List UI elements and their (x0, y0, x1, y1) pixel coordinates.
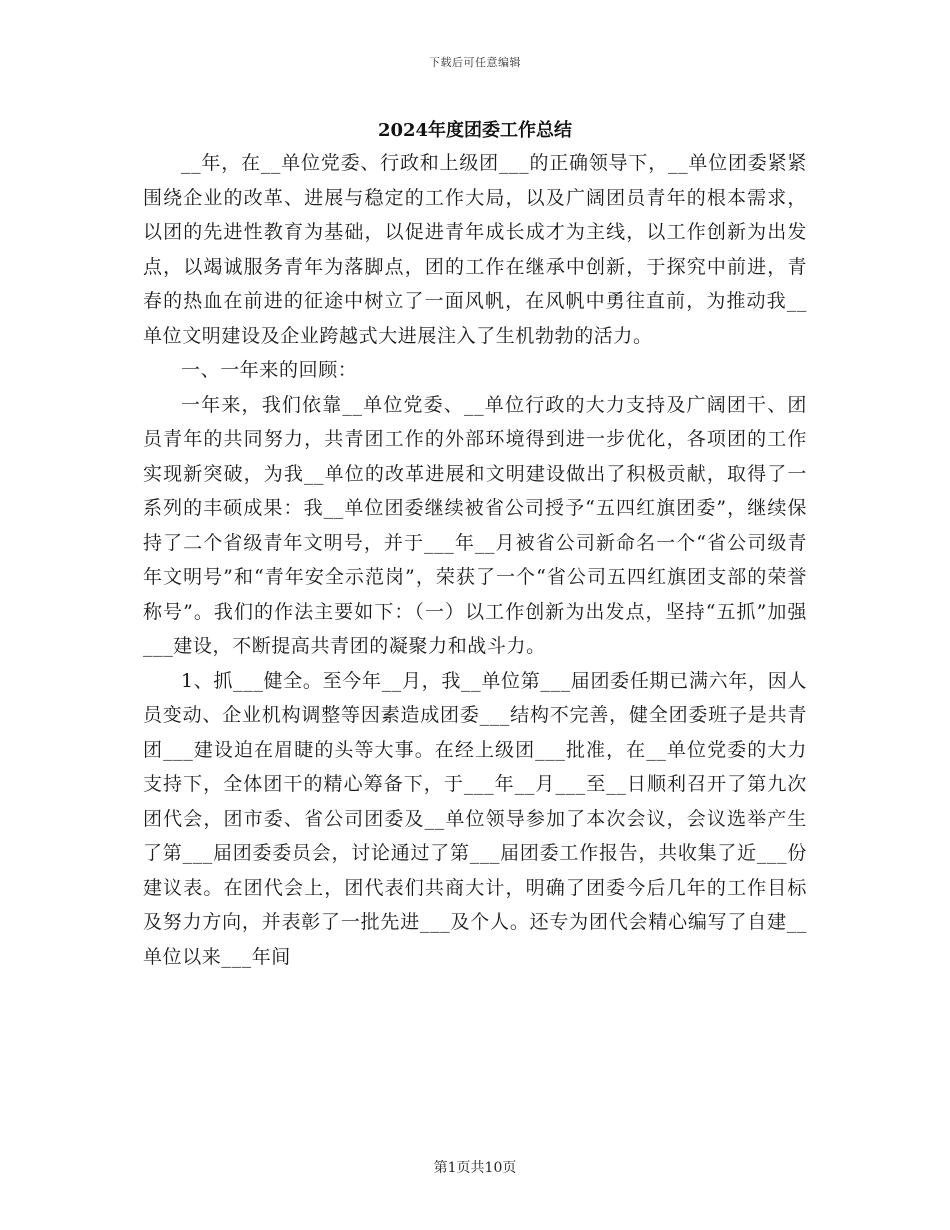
paragraph-section-heading: 一、一年来的回顾： (181, 359, 358, 381)
paragraph-intro: __年，在__单位党委、行政和上级团___的正确领导下，__单位团委紧紧围绕企业的改革、进展与稳定的工作大局，以及广阔团员青年的根本需求，以团的先进性教育为基础，以促进青年成长成才为主线，以工作创新为出发点，以竭诚服务青年为落脚点，团的工作在继承中创新，于探究中前进，青春的热血在前进的征途中树立了一面风帆，在风帆中勇往直前，为推动我__单位文明建设及企业跨越式大进展注入了生机勃勃的活力。 (143, 152, 807, 347)
paragraph-item-1: 1、抓___健全。至今年__月，我__单位第___届团委任期已满六年，因人员变动、企业机构调整等因素造成团委___结构不完善，健全团委班子是共青团___建设迫在眉睫的头等大事。在经上级团___批准，在__单位党委的大力支持下，全体团干的精心筹备下，于___年__月___至__日顺利召开了第九次团代会，团市委、省公司团委及__单位领导参加了本次会议，会议选举产生了第___届团委委员会，讨论通过了第___届团委工作报告，共收集了近___份建议表。在团代会上，团代表们共商大计，明确了团委今后几年的工作目标及努力方向，并表彰了一批先进___及个人。还专为团代会精心编写了自建__单位以来___年间 (143, 669, 807, 968)
paragraph-review: 一年来，我们依靠__单位党委、__单位行政的大力支持及广阔团干、团员青年的共同努力，共青团工作的外部环境得到进一步优化，各项团的工作实现新突破，为我__单位的改革进展和文明建设做出了积极贡献，取得了一系列的丰硕成果：我__单位团委继续被省公司授予“五四红旗团委”，继续保持了二个省级青年文明号，并于___年__月被省公司新命名一个“省公司级青年文明号”和“青年安全示范岗”，荣获了一个“省公司五四红旗团支部的荣誉称号”。我们的作法主要如下：（一）以工作创新为出发点，坚持“五抓”加强___建设，不断提高共青团的凝聚力和战斗力。 (143, 393, 807, 657)
document-body (143, 146, 807, 974)
header-note: 下载后可任意编辑 (429, 56, 521, 69)
document-title: 2024年度团委工作总结 (377, 120, 573, 141)
page-number: 第1页共10页 (433, 1160, 517, 1176)
